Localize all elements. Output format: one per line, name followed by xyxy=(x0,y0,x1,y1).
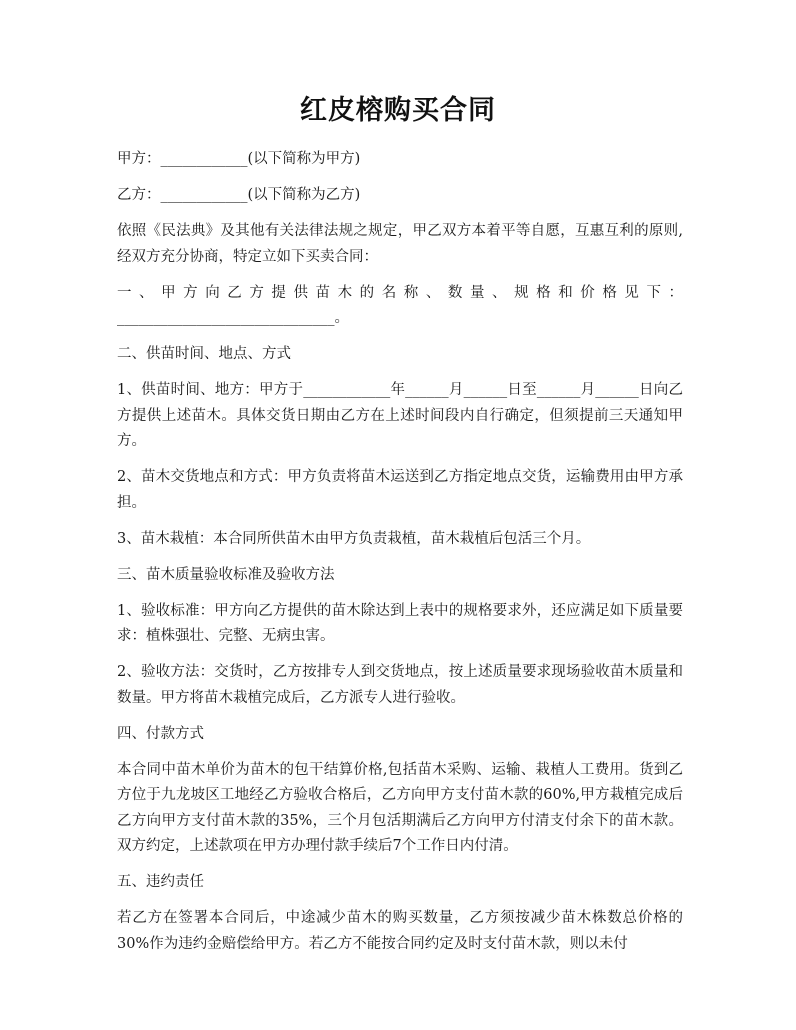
clause-2-1-paragraph: 1、供苗时间、地方：甲方于____________年______月______日至______月______日向乙方提供上述苗木。具体交货日期由乙方在上述时间段内自行确定，但须提前三天通知甲方。 xyxy=(117,382,683,449)
section-5-heading: 五、违约责任 xyxy=(117,874,204,890)
document-body xyxy=(117,147,683,968)
clause-2-2-paragraph: 2、苗木交货地点和方式：甲方负责将苗木运送到乙方指定地点交货，运输费用由甲方承担。 xyxy=(117,469,683,511)
payment-paragraph: 本合同中苗木单价为苗木的包干结算价格,包括苗木采购、运输、栽植人工费用。货到乙方位于九龙坡区工地经乙方验收合格后，乙方向甲方支付苗木款的60%,甲方栽植完成后乙方向甲方支付苗木款的35%，三个月包活期满后乙方向甲方付清支付余下的苗木款。双方约定，上述款项在甲方办理付款手续后7个工作日内付清。 xyxy=(117,761,683,854)
section-2-heading: 二、供苗时间、地点、方式 xyxy=(117,346,291,362)
clause-2-3-paragraph: 3、苗木栽植：本合同所供苗木由甲方负责栽植，苗木栽植后包活三个月。 xyxy=(117,530,591,547)
section-3-heading: 三、苗木质量验收标准及验收方法 xyxy=(117,566,335,583)
clause-3-1-paragraph: 1、验收标准：甲方向乙方提供的苗木除达到上表中的规格要求外，还应满足如下质量要求：植株强壮、完整、无病虫害。 xyxy=(117,602,683,644)
clause-3-2-paragraph: 2、验收方法：交货时，乙方按排专人到交货地点，按上述质量要求现场验收苗木质量和数量。甲方将苗木栽植完成后，乙方派专人进行验收。 xyxy=(117,664,683,706)
section-4-heading: 四、付款方式 xyxy=(117,725,204,742)
liability-paragraph: 若乙方在签署本合同后，中途减少苗木的购买数量，乙方须按减少苗木株数总价格的30%作为违约金赔偿给甲方。若乙方不能按合同约定及时支付苗木款，则以未付 xyxy=(117,910,683,952)
preamble-paragraph: 依照《民法典》及其他有关法律法规之规定，甲乙双方本着平等自愿，互惠互利的原则,经双方充分协商，特定立如下买卖合同： xyxy=(117,223,683,265)
clause-1-paragraph: 一、甲方向乙方提供苗木的名称、数量、规格和价格见下：______________________________。 xyxy=(117,284,683,326)
party-a-line: 甲方：____________(以下简称为甲方) xyxy=(117,151,361,167)
document-title: 红皮榕购买合同 xyxy=(300,95,496,126)
party-b-line: 乙方：____________(以下简称为乙方) xyxy=(117,187,361,203)
